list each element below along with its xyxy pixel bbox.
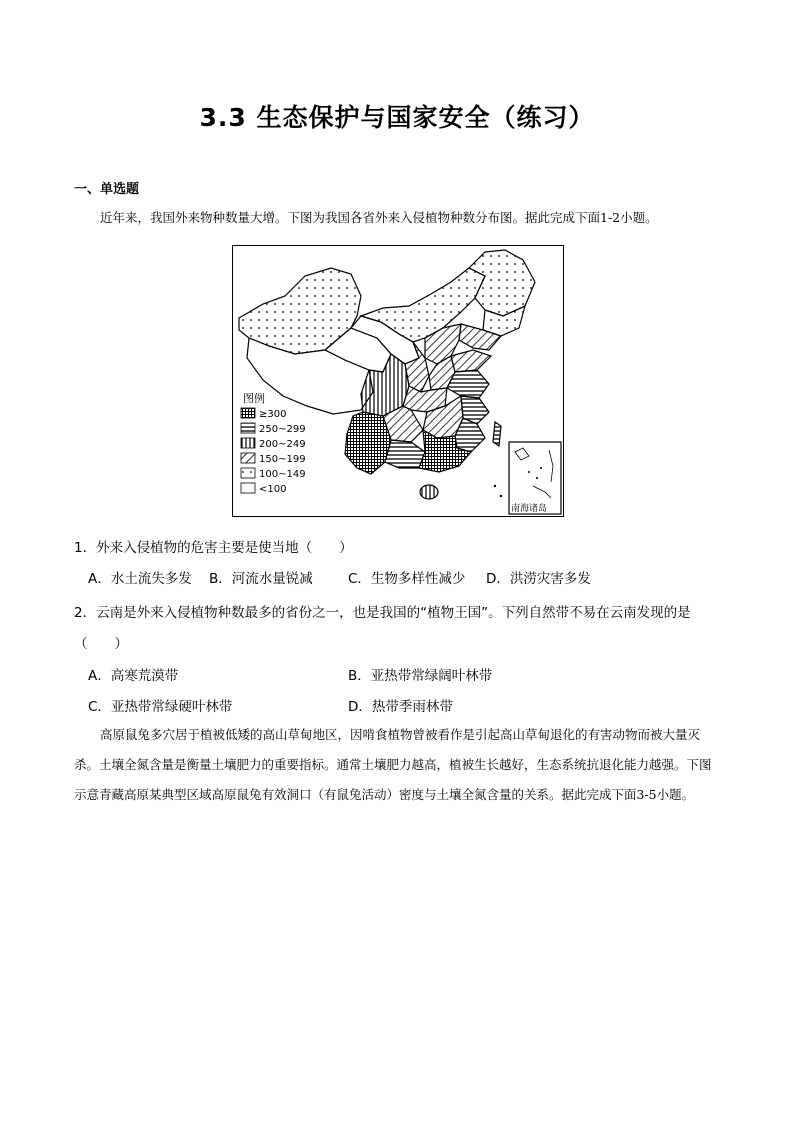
question-2-stem: 2．云南是外来入侵植物种数最多的省份之一，也是我国的“植物王国”。下列自然带不易在云南发现的是 (74, 605, 691, 621)
question-2-paren: （ ） (74, 636, 128, 652)
q1-option-a: A．水土流失多发 (88, 571, 192, 587)
question-1-stem: 1．外来入侵植物的危害主要是使当地（ ） (74, 540, 353, 556)
region-yunnan (345, 412, 391, 474)
q2-option-a: A．高寒荒漠带 (88, 668, 179, 684)
map-svg (233, 246, 563, 516)
legend-label: 250~299 (259, 424, 306, 435)
region-hainan (420, 485, 438, 499)
map-legend (241, 391, 306, 495)
page-title: 3.3 生态保护与国家安全（练习） (199, 103, 595, 132)
q2-option-b: B．亚热带常绿阔叶林带 (348, 668, 493, 684)
region-shandong (451, 350, 491, 372)
legend-label: 100~149 (259, 469, 306, 480)
legend-title: 图例 (243, 392, 265, 405)
legend-label: <100 (259, 484, 287, 495)
legend-label: 200~249 (259, 439, 306, 450)
intro-paragraph: 近年来，我国外来物种数量大增。下图为我国各省外来入侵植物种数分布图。据此完成下面1-2小题。 (100, 210, 658, 225)
q1-option-d: D．洪涝灾害多发 (486, 571, 591, 587)
section-heading: 一、单选题 (74, 182, 140, 197)
inset-label: 南海诸岛 (511, 504, 548, 514)
south-china-sea-inset (509, 442, 561, 514)
legend-label: 150~199 (259, 454, 306, 465)
china-invasive-plants-map (232, 245, 564, 517)
region-jiangsu (447, 370, 489, 398)
q1-option-c: C．生物多样性减少 (348, 571, 466, 587)
q2-option-c: C．亚热带常绿硬叶林带 (88, 699, 233, 715)
region-taiwan (493, 422, 501, 446)
pika-paragraph: 高原鼠兔多穴居于植被低矮的高山草甸地区，因啃食植物曾被看作是引起高山草甸退化的有害动物而被大量灭杀。土壤全氮含量是衡量土壤肥力的重要指标。通常土壤肥力越高，植被生长越好，生态系统抗退化能力越强。下图示意青藏高原某典型区域高原鼠兔有效洞口（有鼠兔活动）密度与土壤全氮含量的关系。据此完成下面3-5小题。 (74, 727, 712, 802)
legend-label: ≥300 (259, 409, 287, 420)
region-guangxi (385, 440, 425, 468)
q1-option-b: B．河流水量锐减 (209, 571, 313, 587)
q2-option-d: D．热带季雨林带 (348, 699, 453, 715)
